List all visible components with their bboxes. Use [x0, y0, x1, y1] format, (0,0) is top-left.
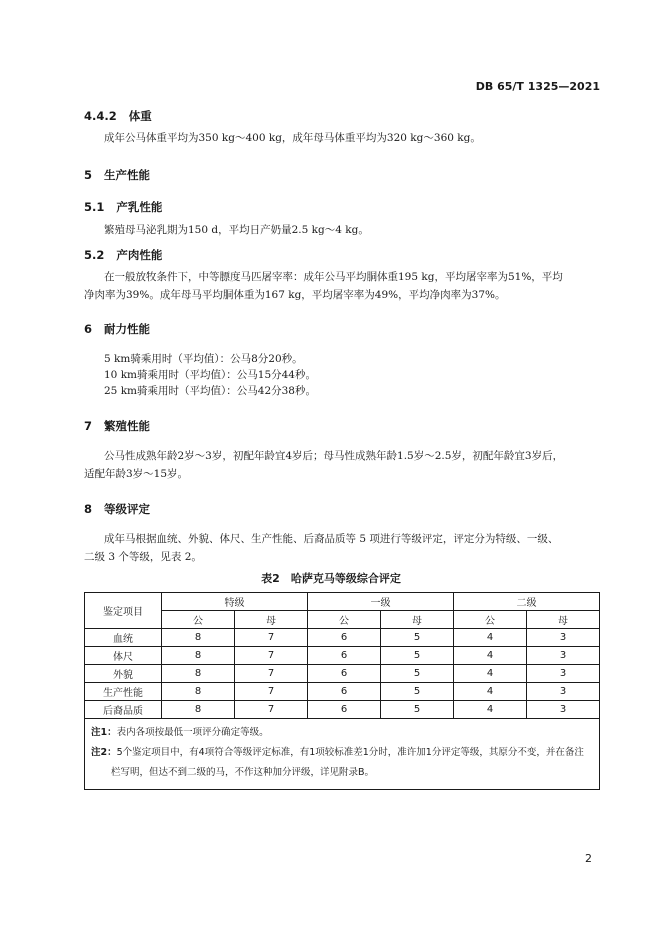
table-cell: 5: [381, 701, 454, 719]
endurance-line-5km: 5 km骑乘用时（平均值）：公马8分20秒。: [104, 353, 303, 365]
section-number: 8: [84, 502, 93, 516]
table-cell: 7: [235, 683, 308, 701]
row-label: 后裔品质: [85, 701, 162, 719]
table-caption: 表2 哈萨克马等级综合评定: [261, 572, 401, 585]
sex-header: 公: [162, 611, 235, 629]
breeding-line-1: 公马性成熟年龄2岁～3岁，初配年龄宜4岁后；母马性成熟年龄1.5岁～2.5岁，初配年龄宜3岁后，: [104, 450, 564, 462]
table-row: [85, 701, 600, 719]
table-row: [85, 683, 600, 701]
table-row: [85, 665, 600, 683]
table-cell: 7: [235, 629, 308, 647]
note-text: 5个鉴定项目中，有4项符合等级评定标准，有1项较标准差1分时，准许加1分评定等级，其原分不变，并在备注栏写明，但达不到二级的马，不作这种加分评级，详见附录B。: [111, 747, 584, 778]
table-cell: 5: [381, 683, 454, 701]
table-cell: 8: [162, 701, 235, 719]
milk-performance-text: 繁殖母马泌乳期为150 d，平均日产奶量2.5 kg～4 kg。: [104, 224, 369, 236]
table-cell: 3: [527, 665, 600, 683]
section-number: 6: [84, 322, 93, 336]
table-cell: 8: [162, 683, 235, 701]
table-row: [85, 647, 600, 665]
table-cell: 4: [454, 683, 527, 701]
note-label: 注2：: [91, 747, 117, 758]
grading-line-2: 二级 3 个等级，见表 2。: [84, 551, 202, 563]
section-6-heading: [84, 321, 150, 337]
sex-header: 公: [308, 611, 381, 629]
sex-header: 母: [381, 611, 454, 629]
table-cell: 6: [308, 701, 381, 719]
grade-evaluation-table: [84, 592, 600, 790]
section-number: 4.4.2: [84, 109, 117, 123]
row-label: 血统: [85, 629, 162, 647]
table-cell: 6: [308, 665, 381, 683]
table-cell: 6: [308, 683, 381, 701]
table-cell: 3: [527, 683, 600, 701]
table-cell: 4: [454, 701, 527, 719]
section-title: 产肉性能: [116, 248, 163, 262]
table-notes-cell: [85, 719, 600, 790]
table-cell: 7: [235, 701, 308, 719]
page-number: 2: [585, 852, 592, 865]
table-corner-header: 鉴定项目: [85, 593, 162, 629]
body-weight-text: 成年公马体重平均为350 kg～400 kg，成年母马体重平均为320 kg～360 kg。: [104, 132, 481, 144]
table-note-2: [91, 743, 593, 783]
section-title: 产乳性能: [116, 200, 163, 214]
table-cell: 6: [308, 647, 381, 665]
grading-line-1: 成年马根据血统、外貌、体尺、生产性能、后裔品质等 5 项进行等级评定，评定分为特级、一级、: [104, 533, 559, 545]
table-cell: 8: [162, 629, 235, 647]
section-title: 生产性能: [104, 168, 151, 182]
section-5-heading: [84, 167, 150, 183]
grade-header-first: 一级: [308, 593, 454, 611]
table-cell: 4: [454, 665, 527, 683]
standard-code: DB 65/T 1325—2021: [475, 80, 600, 93]
table-notes: [85, 719, 599, 789]
section-number: 7: [84, 419, 93, 433]
table-header-row-sexes: [85, 611, 600, 629]
row-label: 生产性能: [85, 683, 162, 701]
table-row: [85, 629, 600, 647]
meat-performance-line-2: 净肉率为39%。成年母马平均胴体重为167 kg，平均屠宰率为49%，平均净肉率为37%。: [84, 289, 506, 301]
section-4-4-2-heading: [84, 108, 152, 124]
grade-header-second: 二级: [454, 593, 600, 611]
table-note-1: [91, 723, 593, 743]
endurance-line-10km: 10 km骑乘用时（平均值）：公马15分44秒。: [104, 369, 316, 381]
table-cell: 4: [454, 629, 527, 647]
table-cell: 6: [308, 629, 381, 647]
section-title: 耐力性能: [104, 322, 151, 336]
table-cell: 5: [381, 647, 454, 665]
sex-header: 母: [235, 611, 308, 629]
table-notes-row: [85, 719, 600, 790]
note-text: 表内各项按最低一项评分确定等级。: [116, 727, 269, 738]
endurance-line-25km: 25 km骑乘用时（平均值）：公马42分38秒。: [104, 385, 316, 397]
table-cell: 3: [527, 701, 600, 719]
breeding-line-2: 适配年龄3岁～15岁。: [84, 468, 189, 480]
section-number: 5: [84, 168, 93, 182]
table-cell: 8: [162, 647, 235, 665]
table-cell: 7: [235, 665, 308, 683]
table-cell: 8: [162, 665, 235, 683]
sex-header: 母: [527, 611, 600, 629]
table-cell: 4: [454, 647, 527, 665]
table-cell: 5: [381, 665, 454, 683]
section-title: 体重: [128, 109, 152, 123]
table-cell: 3: [527, 629, 600, 647]
section-number: 5.2: [84, 248, 105, 262]
table-cell: 7: [235, 647, 308, 665]
note-label: 注1：: [91, 727, 117, 738]
table-header-row-grades: [85, 593, 600, 611]
section-title: 繁殖性能: [104, 419, 151, 433]
row-label: 体尺: [85, 647, 162, 665]
meat-performance-line-1: 在一般放牧条件下，中等膘度马匹屠宰率：成年公马平均胴体重195 kg，平均屠宰率为51%，平均: [104, 271, 563, 283]
section-title: 等级评定: [104, 502, 151, 516]
sex-header: 公: [454, 611, 527, 629]
section-5-2-heading: [84, 247, 162, 263]
section-7-heading: [84, 418, 150, 434]
table-cell: 5: [381, 629, 454, 647]
grade-header-special: 特级: [162, 593, 308, 611]
section-number: 5.1: [84, 200, 105, 214]
section-8-heading: [84, 501, 150, 517]
table-cell: 3: [527, 647, 600, 665]
section-5-1-heading: [84, 199, 162, 215]
row-label: 外貌: [85, 665, 162, 683]
